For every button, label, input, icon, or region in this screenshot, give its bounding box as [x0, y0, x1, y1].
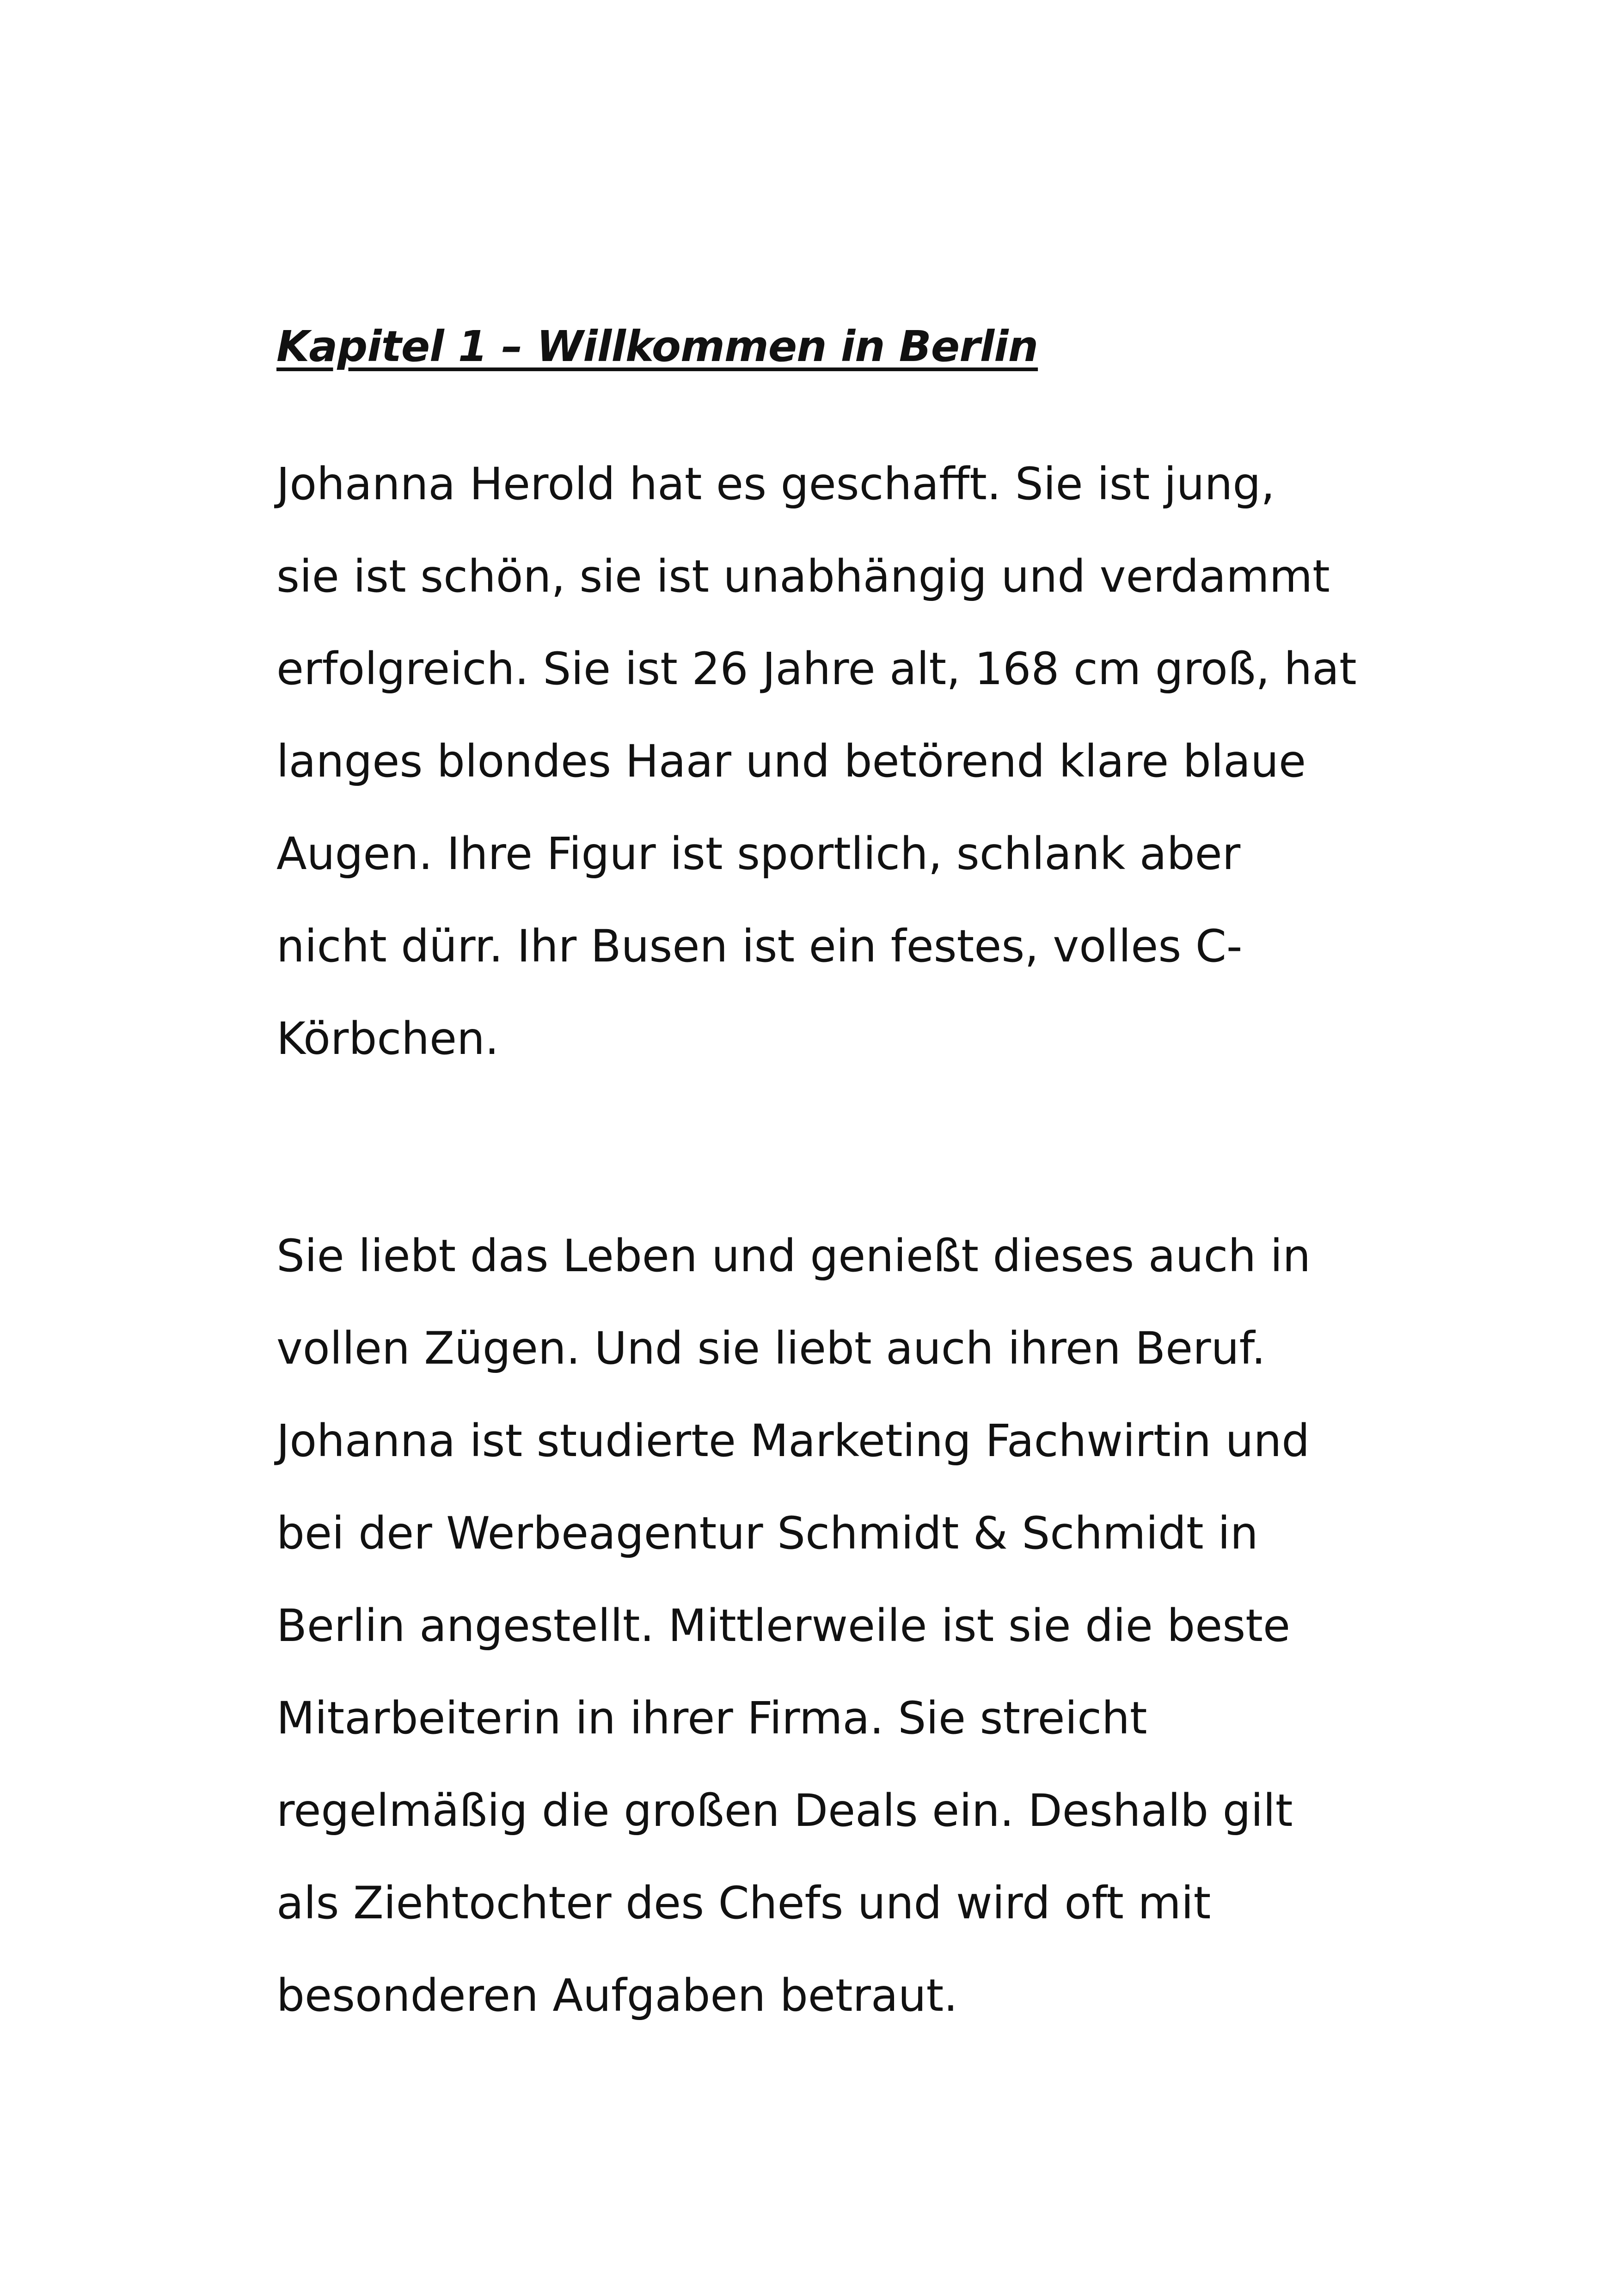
- text-line: bei der Werbeagentur Schmidt & Schmidt in: [276, 1507, 1258, 1559]
- text-line: als Ziehtochter des Chefs und wird oft mit: [276, 1877, 1211, 1929]
- text-line: Berlin angestellt. Mittlerweile ist sie die beste: [276, 1600, 1290, 1652]
- chapter-title: Kapitel 1 – Willkommen in Berlin: [276, 322, 1038, 371]
- text-line: Johanna ist studierte Marketing Fachwirtin und: [276, 1415, 1310, 1467]
- text-line: Augen. Ihre Figur ist sportlich, schlank aber: [276, 828, 1241, 880]
- text-line: erfolgreich. Sie ist 26 Jahre alt, 168 cm groß, hat: [276, 643, 1357, 695]
- text-line: besonderen Aufgaben betraut.: [276, 1970, 958, 2021]
- text-line: vollen Zügen. Und sie liebt auch ihren Beruf.: [276, 1322, 1266, 1374]
- text-line: regelmäßig die großen Deals ein. Deshalb gilt: [276, 1785, 1293, 1837]
- text-line: Johanna Herold hat es geschafft. Sie ist jung,: [276, 458, 1275, 510]
- paragraph-1: [276, 438, 1357, 1085]
- text-line: sie ist schön, sie ist unabhängig und verdammt: [276, 551, 1330, 602]
- text-line: Körbchen.: [276, 1013, 499, 1065]
- text-line: Sie liebt das Leben und genießt dieses auch in: [276, 1230, 1311, 1282]
- paragraph-2: [276, 1210, 1311, 2042]
- text-line: Mitarbeiterin in ihrer Firma. Sie streicht: [276, 1692, 1147, 1744]
- text-line: nicht dürr. Ihr Busen ist ein festes, volles C-: [276, 920, 1243, 972]
- text-line: langes blondes Haar und betörend klare blaue: [276, 735, 1306, 787]
